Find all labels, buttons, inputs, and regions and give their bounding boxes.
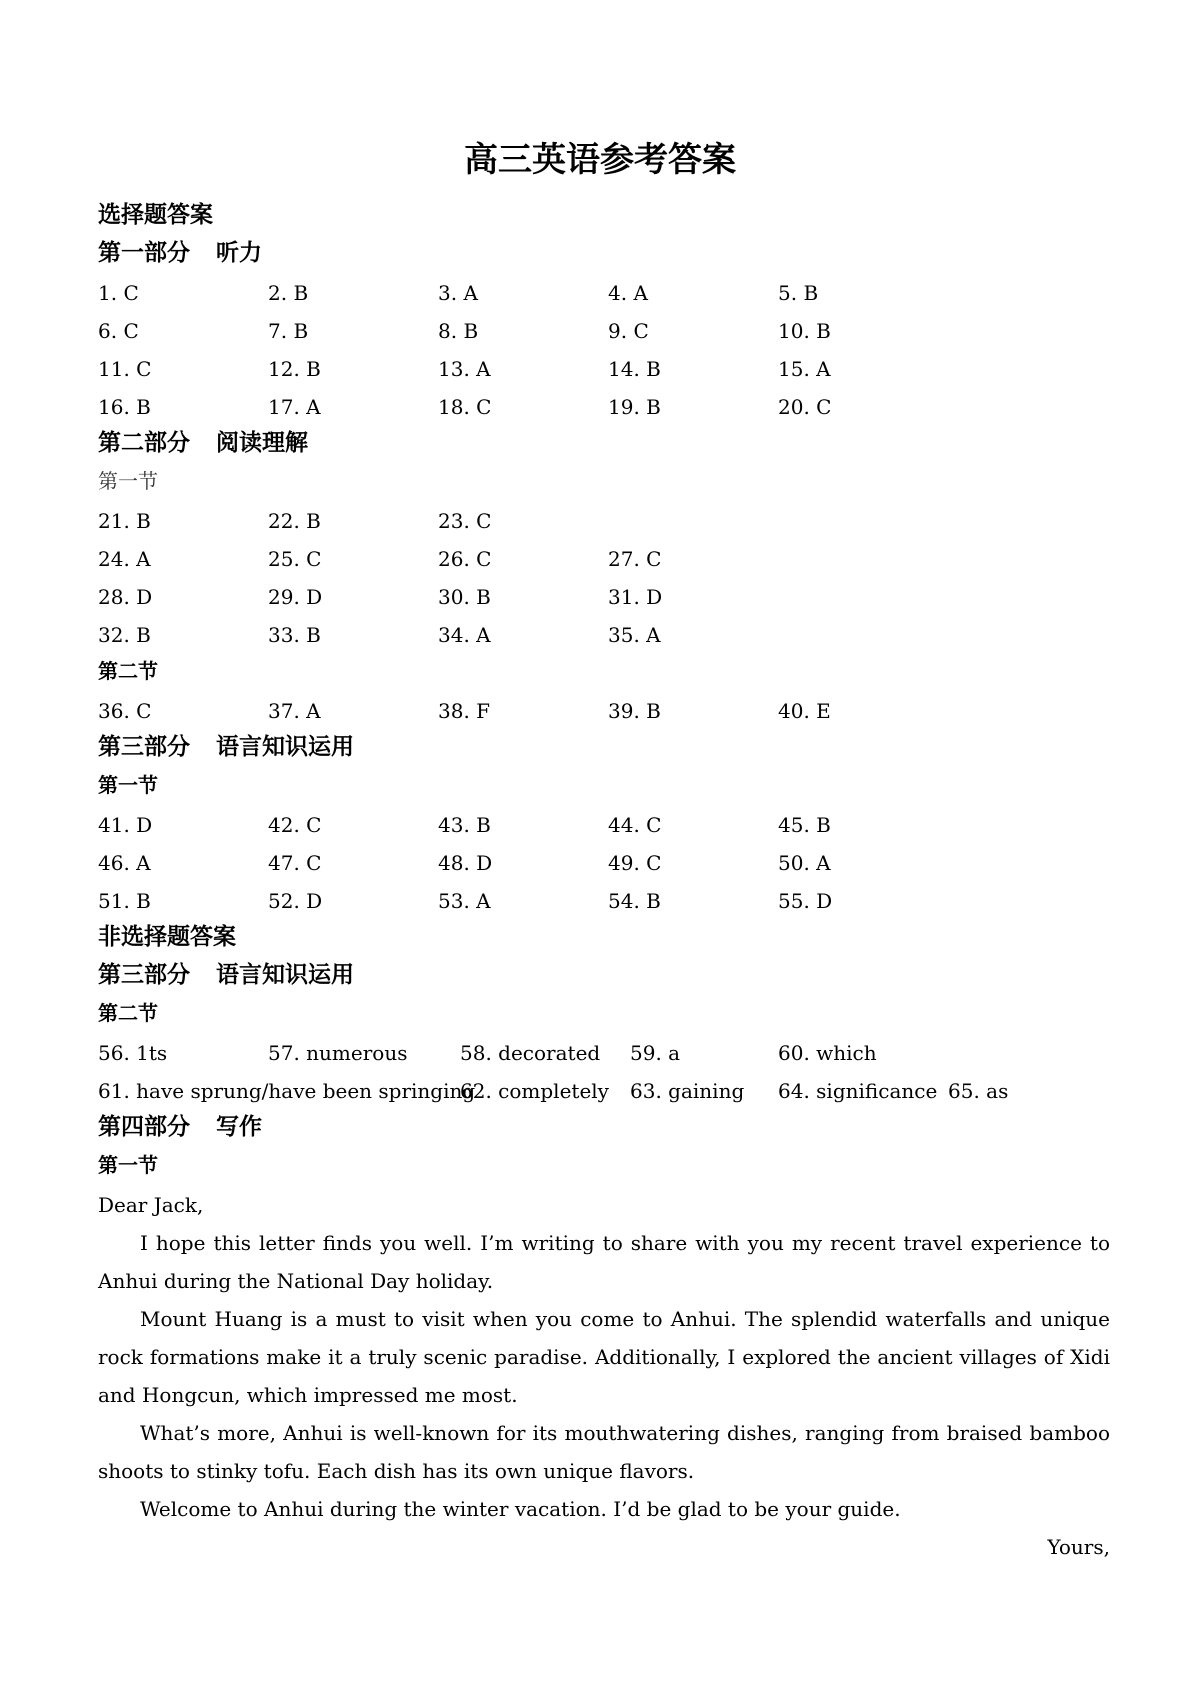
answer-cell: 58. decorated xyxy=(460,1041,601,1065)
answer-cell: 29. D xyxy=(268,585,323,609)
part2-section2-label: 第二节 xyxy=(98,659,158,683)
answer-cell: 23. C xyxy=(438,509,492,533)
part2-heading xyxy=(98,428,308,458)
letter-paragraph: I hope this letter finds you well. I’m writing to share with you my recent travel experience to Anhui during the National Day holiday. xyxy=(98,1231,1110,1293)
letter-paragraph: Mount Huang is a must to visit when you come to Anhui. The splendid waterfalls and unique rock formations make it a truly scenic paradise. Additionally, I explored the ancient villages of Xidi and Hongcun, which impressed me most. xyxy=(98,1307,1110,1407)
answer-cell: 13. A xyxy=(438,357,491,381)
answer-cell: 6. C xyxy=(98,319,139,343)
answer-cell: 42. C xyxy=(268,813,322,837)
answer-cell: 60. which xyxy=(778,1041,877,1065)
part4-title: 第四部分 xyxy=(98,1114,190,1140)
part3-section1-label: 第一节 xyxy=(98,773,158,797)
answer-cell: 46. A xyxy=(98,851,151,875)
letter-paragraph: Welcome to Anhui during the winter vacation. I’d be glad to be your guide. xyxy=(140,1497,901,1521)
part2-title: 第二部分 xyxy=(98,430,190,456)
part3b-heading xyxy=(98,960,354,990)
answer-cell: 44. C xyxy=(608,813,662,837)
answer-cell: 52. D xyxy=(268,889,323,913)
answer-cell: 49. C xyxy=(608,851,662,875)
answer-cell: 63. gaining xyxy=(630,1079,745,1103)
answer-cell: 24. A xyxy=(98,547,151,571)
part1-title: 第一部分 xyxy=(98,240,190,266)
answer-cell: 28. D xyxy=(98,585,153,609)
part2-subtitle: 阅读理解 xyxy=(216,430,308,456)
answer-cell: 25. C xyxy=(268,547,322,571)
answer-cell: 11. C xyxy=(98,357,152,381)
answer-cell: 43. B xyxy=(438,813,491,837)
choice-heading: 选择题答案 xyxy=(98,202,213,228)
answer-cell: 19. B xyxy=(608,395,661,419)
answer-cell: 20. C xyxy=(778,395,832,419)
part2-section1-label: 第一节 xyxy=(98,469,158,493)
answer-cell: 22. B xyxy=(268,509,321,533)
page-title: 高三英语参考答案 xyxy=(464,140,736,180)
part4-heading xyxy=(98,1112,262,1142)
answer-cell: 50. A xyxy=(778,851,831,875)
answer-cell: 34. A xyxy=(438,623,491,647)
answer-cell: 39. B xyxy=(608,699,661,723)
part3b-section2-label: 第二节 xyxy=(98,1001,158,1025)
answer-cell: 59. a xyxy=(630,1041,681,1065)
answer-cell: 17. A xyxy=(268,395,321,419)
answer-cell: 26. C xyxy=(438,547,492,571)
letter-paragraph: What’s more, Anhui is well-known for its mouthwatering dishes, ranging from braised bamboo shoots to stinky tofu. Each dish has its own unique flavors. xyxy=(98,1421,1110,1483)
answer-cell: 32. B xyxy=(98,623,151,647)
part1-heading xyxy=(98,238,262,268)
answer-cell: 53. A xyxy=(438,889,491,913)
answer-cell: 30. B xyxy=(438,585,491,609)
answer-cell: 14. B xyxy=(608,357,661,381)
answer-cell: 40. E xyxy=(778,699,831,723)
answer-cell: 41. D xyxy=(98,813,153,837)
answer-cell: 4. A xyxy=(608,281,648,305)
answer-cell: 21. B xyxy=(98,509,151,533)
answer-cell: 62. completely xyxy=(460,1079,609,1103)
part3-heading xyxy=(98,732,354,762)
part4-section1-label: 第一节 xyxy=(98,1153,158,1177)
answer-cell: 2. B xyxy=(268,281,309,305)
answer-cell: 31. D xyxy=(608,585,663,609)
answer-cell: 48. D xyxy=(438,851,493,875)
answer-cell: 18. C xyxy=(438,395,492,419)
answer-cell: 61. have sprung/have been springing xyxy=(98,1079,476,1103)
answer-cell: 12. B xyxy=(268,357,321,381)
answer-cell: 9. C xyxy=(608,319,649,343)
part3b-title: 第三部分 xyxy=(98,962,190,988)
answer-cell: 55. D xyxy=(778,889,833,913)
answer-cell: 35. A xyxy=(608,623,661,647)
answer-cell: 10. B xyxy=(778,319,831,343)
answer-cell: 64. significance xyxy=(778,1079,938,1103)
answer-cell: 65. as xyxy=(948,1079,1009,1103)
answer-cell: 3. A xyxy=(438,281,478,305)
answer-cell: 8. B xyxy=(438,319,479,343)
answer-cell: 27. C xyxy=(608,547,662,571)
answer-cell: 51. B xyxy=(98,889,151,913)
answer-cell: 5. B xyxy=(778,281,819,305)
answer-cell: 15. A xyxy=(778,357,831,381)
part3-subtitle: 语言知识运用 xyxy=(216,734,354,760)
answer-cell: 1. C xyxy=(98,281,139,305)
part3-title: 第三部分 xyxy=(98,734,190,760)
part4-subtitle: 写作 xyxy=(216,1114,262,1140)
answer-cell: 37. A xyxy=(268,699,321,723)
letter-closing: Yours, xyxy=(1047,1535,1110,1559)
part1-subtitle: 听力 xyxy=(216,240,262,266)
answer-cell: 56. 1ts xyxy=(98,1041,168,1065)
answer-cell: 38. F xyxy=(438,699,491,723)
answer-cell: 36. C xyxy=(98,699,152,723)
answer-cell: 7. B xyxy=(268,319,309,343)
answer-cell: 47. C xyxy=(268,851,322,875)
nonchoice-heading: 非选择题答案 xyxy=(98,924,236,950)
part3b-subtitle: 语言知识运用 xyxy=(216,962,354,988)
answer-cell: 33. B xyxy=(268,623,321,647)
answer-cell: 54. B xyxy=(608,889,661,913)
answer-cell: 16. B xyxy=(98,395,151,419)
letter-salutation: Dear Jack, xyxy=(98,1193,204,1217)
sample-letter xyxy=(98,1186,1110,1566)
answer-cell: 57. numerous xyxy=(268,1041,408,1065)
answer-cell: 45. B xyxy=(778,813,831,837)
